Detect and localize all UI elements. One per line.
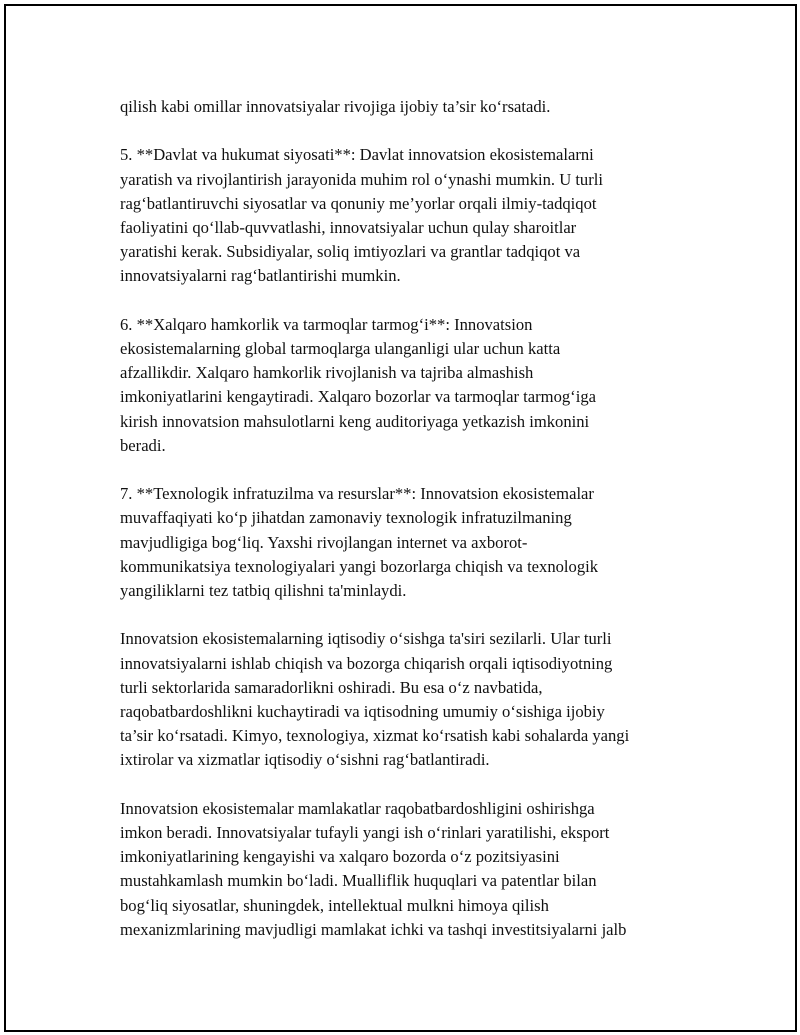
text-line: ixtirolar va xizmatlar iqtisodiy o‘sishni rag‘batlantiradi. [120,750,490,770]
text-line: faoliyatini qo‘llab-quvvatlashi, innovatsiyalar uchun qulay sharoitlar [120,218,577,237]
paragraph [120,143,695,288]
text-line: 5. **Davlat va hukumat siyosati**: Davlat innovatsion ekosistemalarni [120,145,594,165]
text-line: rag‘batlantiruvchi siyosatlar va qonuniy me’yorlar orqali ilmiy-tadqiqot [120,193,597,213]
text-line: Innovatsion ekosistemalarning iqtisodiy o‘sishga ta'siri sezilarli. Ular turli [120,629,612,649]
text-line: 7. **Texnologik infratuzilma va resurslar**: Innovatsion ekosistemalar [120,484,594,504]
text-line: mexanizmlarining mavjudligi mamlakat ichki va tashqi investitsiyalarni jalb [120,919,627,939]
text-line: innovatsiyalarni rag‘batlantirishi mumkin. [120,266,401,286]
text-line: mustahkamlash mumkin bo‘ladi. Mualliflik huquqlari va patentlar bilan [120,871,597,891]
text-line: 6. **Xalqaro hamkorlik va tarmoqlar tarmog‘i**: Innovatsion [120,314,533,334]
text-line: yangiliklarni tez tatbiq qilishni ta'minlaydi. [120,581,407,601]
text-line: innovatsiyalarni ishlab chiqish va bozorga chiqarish orqali iqtisodiyotning [120,653,613,673]
paragraph [120,95,695,119]
text-line: bog‘liq siyosatlar, shuningdek, intellektual mulkni himoya qilish [120,895,549,915]
text-line: Innovatsion ekosistemalar mamlakatlar raqobatbardoshligini oshirishga [120,798,595,818]
text-line: yaratish va rivojlantirish jarayonida muhim rol o‘ynashi mumkin. U turli [120,169,603,189]
text-line: ta’sir ko‘rsatadi. Kimyo, texnologiya, xizmat ko‘rsatish kabi sohalarda yangi [120,726,630,746]
document-body [120,95,695,966]
text-line: imkoniyatlarining kengayishi va xalqaro bozorda o‘z pozitsiyasini [120,847,560,867]
text-line: kommunikatsiya texnologiyalari yangi bozorlarga chiqish va texnologik [120,556,599,576]
text-line: imkoniyatlarini kengaytiradi. Xalqaro bozorlar va tarmoqlar tarmog‘iga [120,387,596,407]
text-line: mavjudligiga bog‘liq. Yaxshi rivojlangan internet va axborot- [120,532,528,552]
text-line: beradi. [120,435,166,455]
paragraph [120,313,695,458]
text-line: yaratishi kerak. Subsidiyalar, soliq imtiyozlari va grantlar tadqiqot va [120,242,581,262]
text-line: raqobatbardoshlikni kuchaytiradi va iqtisodning umumiy o‘sishiga ijobiy [120,702,605,722]
paragraph [120,482,695,603]
text-line: muvaffaqiyati ko‘p jihatdan zamonaviy texnologik infratuzilmaning [120,508,572,528]
text-line: imkon beradi. Innovatsiyalar tufayli yangi ish o‘rinlari yaratilishi, eksport [120,823,610,843]
page-frame [4,4,797,1032]
text-line: kirish innovatsion mahsulotlarni keng auditoriyaga yetkazish imkonini [120,411,590,431]
text-line: ekosistemalarning global tarmoqlarga ulanganligi ular uchun katta [120,339,561,358]
text-line: afzallikdir. Xalqaro hamkorlik rivojlanish va tajriba almashish [120,363,534,383]
text-line: turli sektorlarida samaradorlikni oshiradi. Bu esa o‘z navbatida, [120,677,543,697]
paragraph [120,797,695,942]
text-line: qilish kabi omillar innovatsiyalar rivojiga ijobiy ta’sir ko‘rsatadi. [120,97,551,116]
paragraph [120,627,695,772]
